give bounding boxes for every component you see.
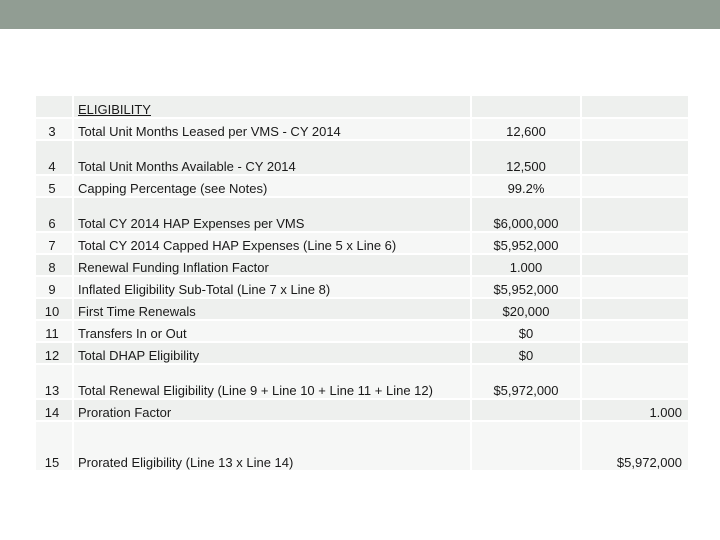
table-row <box>36 321 690 343</box>
row-label: Total CY 2014 Capped HAP Expenses (Line 5 x Line 6) <box>74 233 472 255</box>
row-extra-value <box>582 198 690 233</box>
row-extra-value <box>582 343 690 365</box>
row-label: Proration Factor <box>74 400 472 422</box>
row-label <box>74 422 472 472</box>
row-number: 3 <box>36 119 74 141</box>
table-row <box>36 400 690 422</box>
row-number: 10 <box>36 299 74 321</box>
row-label: Inflated Eligibility Sub-Total (Line 7 x Line 8) <box>74 277 472 299</box>
row-label-text: Total Renewal Eligibility (Line 9 + Line 10 + Line 11 + Line 12) <box>78 383 433 398</box>
row-extra-value <box>582 321 690 343</box>
row-label: Total Unit Months Leased per VMS - CY 2014 <box>74 119 472 141</box>
row-value <box>472 422 582 472</box>
table-row <box>36 233 690 255</box>
row-value: 1.000 <box>472 255 582 277</box>
row-number: 13 <box>36 365 74 400</box>
row-value: $20,000 <box>472 299 582 321</box>
row-extra-value: 1.000 <box>582 400 690 422</box>
row-number: 4 <box>36 141 74 176</box>
row-label-text: Prorated Eligibility (Line 13 x Line 14) <box>78 455 294 470</box>
header-num-cell <box>36 96 74 119</box>
row-value <box>472 400 582 422</box>
row-label: Transfers In or Out <box>74 321 472 343</box>
row-value: $0 <box>472 321 582 343</box>
row-extra-value <box>582 299 690 321</box>
table-row <box>36 198 690 233</box>
row-value: $0 <box>472 343 582 365</box>
row-number: 11 <box>36 321 74 343</box>
row-extra-value <box>582 119 690 141</box>
top-accent-bar <box>0 0 720 29</box>
table-row <box>36 299 690 321</box>
table-row <box>36 255 690 277</box>
header-extra-cell <box>582 96 690 119</box>
row-number: 9 <box>36 277 74 299</box>
table-row <box>36 422 690 472</box>
row-label: Renewal Funding Inflation Factor <box>74 255 472 277</box>
row-extra-value <box>582 255 690 277</box>
row-extra-value: $5,972,000 <box>582 422 690 472</box>
row-label: First Time Renewals <box>74 299 472 321</box>
row-label: Capping Percentage (see Notes) <box>74 176 472 198</box>
row-value: 12,500 <box>472 141 582 176</box>
row-value: $5,952,000 <box>472 233 582 255</box>
row-label <box>74 141 472 176</box>
table-row <box>36 176 690 198</box>
header-value-cell <box>472 96 582 119</box>
table-header-row <box>36 96 690 119</box>
header-title: ELIGIBILITY <box>74 96 472 119</box>
row-value: $5,972,000 <box>472 365 582 400</box>
row-value: 99.2% <box>472 176 582 198</box>
row-number: 12 <box>36 343 74 365</box>
row-value: $5,952,000 <box>472 277 582 299</box>
row-value: $6,000,000 <box>472 198 582 233</box>
row-label <box>74 365 472 400</box>
row-value: 12,600 <box>472 119 582 141</box>
row-extra-value <box>582 176 690 198</box>
row-number: 7 <box>36 233 74 255</box>
row-label-text: Total Unit Months Available - CY 2014 <box>78 159 296 174</box>
table-row <box>36 365 690 400</box>
table-row <box>36 343 690 365</box>
row-label: Total DHAP Eligibility <box>74 343 472 365</box>
table-row <box>36 119 690 141</box>
row-number: 8 <box>36 255 74 277</box>
row-number: 5 <box>36 176 74 198</box>
row-extra-value <box>582 233 690 255</box>
row-label-text: Total CY 2014 HAP Expenses per VMS <box>78 216 305 231</box>
row-number: 15 <box>36 422 74 472</box>
table-row <box>36 277 690 299</box>
row-label <box>74 198 472 233</box>
table-row <box>36 141 690 176</box>
eligibility-table <box>36 96 690 472</box>
row-number: 6 <box>36 198 74 233</box>
row-extra-value <box>582 277 690 299</box>
row-number: 14 <box>36 400 74 422</box>
row-extra-value <box>582 365 690 400</box>
row-extra-value <box>582 141 690 176</box>
